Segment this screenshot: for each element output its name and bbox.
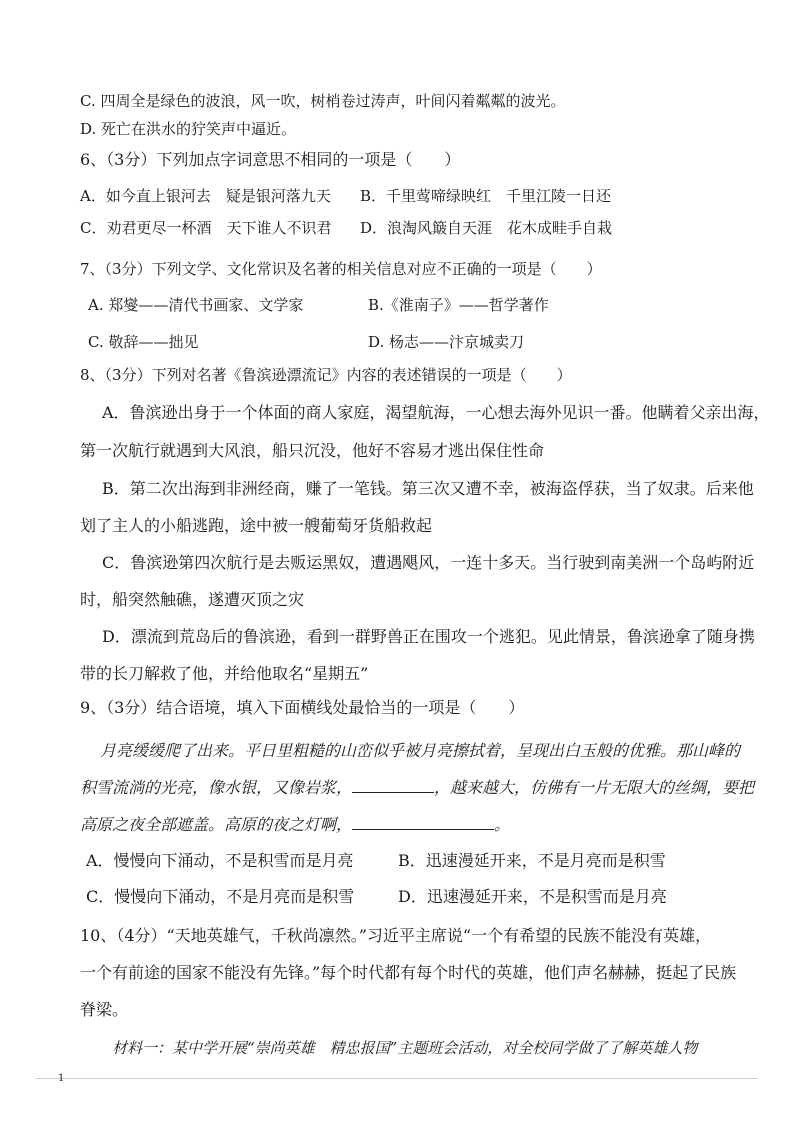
footer-divider: [36, 1078, 758, 1079]
q9-passage-line1: 月亮缓缓爬了出来。平日里粗糙的山峦似乎被月亮擦拭着，呈现出白玉般的优雅。那山峰的: [100, 741, 741, 760]
q9-option-d: D．迅速漫延开来，不是积雪而是月亮: [398, 887, 667, 906]
q9-passage-line3-start: 高原之夜全部遮盖。高原的夜之灯啊，: [80, 815, 353, 834]
q9-passage-line2-end: ，越来越大，仿佛有一片无限大的丝绸，要把: [434, 778, 755, 797]
q9-blank-2[interactable]: [352, 815, 494, 830]
q8-option-c-line2: 时，船突然触礁，遂遭灭顶之灾: [80, 590, 305, 609]
q7-option-a: A. 郑燮——清代书画家、文学家: [88, 296, 304, 314]
q10-material-1: 材料一：某中学开展“崇尚英雄 精忠报国”主题班会活动，对全校同学做了了解英雄人物: [112, 1039, 698, 1057]
q9-blank-1[interactable]: [352, 778, 434, 793]
q6-option-a: A．如今直上银河去 疑是银河落九天: [80, 187, 331, 205]
q9-passage-line3-end: 。: [494, 815, 511, 834]
q9-passage-line2-start: 积雪流淌的光亮，像水银，又像岩浆，: [80, 778, 353, 797]
q8-option-d-line1: D．漂流到荒岛后的鲁滨逊，看到一群野兽正在围攻一个逃犯。见此情景，鲁滨逊拿了随身携: [102, 627, 755, 646]
q6-option-c: C．劝君更尽一杯酒 天下谁人不识君: [80, 219, 332, 237]
q8-option-b-line2: 划了主人的小船逃跑，途中被一艘葡萄牙货船救起: [80, 516, 433, 535]
q9-option-b: B．迅速漫延开来，不是月亮而是积雪: [398, 851, 666, 870]
q9-passage-line2: [80, 777, 754, 799]
q10-line1: 10、（4分）“天地英雄气，千秋尚凛然。”习近平主席说“一个有希望的民族不能没有英雄，: [80, 926, 712, 945]
q9-option-a: A．慢慢向下涌动，不是积雪而是月亮: [86, 851, 354, 870]
q8-stem: 8、（3分）下列对名著《鲁滨逊漂流记》内容的表述错误的一项是（ ）: [80, 366, 572, 384]
q8-option-d-line2: 带的长刀解救了他，并给他取名“星期五”: [80, 664, 369, 683]
q8-option-a-line1: A．鲁滨逊出身于一个体面的商人家庭，渴望航海，一心想去海外见识一番。他瞒着父亲出海，: [102, 403, 770, 422]
q10-line3: 脊梁。: [80, 1000, 129, 1019]
q7-option-b: B.《淮南子》——哲学著作: [368, 296, 549, 314]
q9-passage-line3: [80, 814, 510, 836]
q6-option-d: D．浪淘风簸自天涯 花木成畦手自栽: [360, 219, 613, 237]
q9-option-c: C．慢慢向下涌动，不是月亮而是积雪: [86, 887, 355, 906]
page-mark: 1: [58, 1073, 65, 1084]
option-c-line: C. 四周全是绿色的波浪，风一吹，树梢卷过涛声，叶间闪着粼粼的波光。: [80, 92, 566, 110]
q7-option-c: C. 敬辞——拙见: [88, 333, 199, 351]
q8-option-c-line1: C．鲁滨逊第四次航行是去贩运黑奴，遭遇飓风，一连十多天。当行驶到南美洲一个岛屿附近: [102, 553, 755, 572]
q10-line2: 一个有前途的国家不能没有先锋。”每个时代都有每个时代的英雄，他们声名赫赫，挺起了民族: [80, 963, 737, 982]
q8-option-a-line2: 第一次航行就遇到大风浪，船只沉没，他好不容易才逃出保住性命: [80, 441, 545, 460]
q6-stem: 6、（3分）下列加点字词意思不相同的一项是（ ）: [80, 150, 461, 169]
q6-option-b: B．千里莺啼绿映红 千里江陵一日还: [360, 187, 612, 205]
q7-option-d: D. 杨志——汴京城卖刀: [368, 333, 525, 351]
q7-stem: 7、（3分）下列文学、文化常识及名著的相关信息对应不正确的一项是（ ）: [80, 260, 602, 278]
option-d-line: D. 死亡在洪水的狞笑声中逼近。: [80, 120, 297, 138]
q9-stem: 9、（3分）结合语境，填入下面横线处最恰当的一项是（ ）: [80, 698, 525, 717]
q8-option-b-line1: B．第二次出海到非洲经商，赚了一笔钱。第三次又遭不幸，被海盗俘获，当了奴隶。后来他: [102, 479, 754, 498]
